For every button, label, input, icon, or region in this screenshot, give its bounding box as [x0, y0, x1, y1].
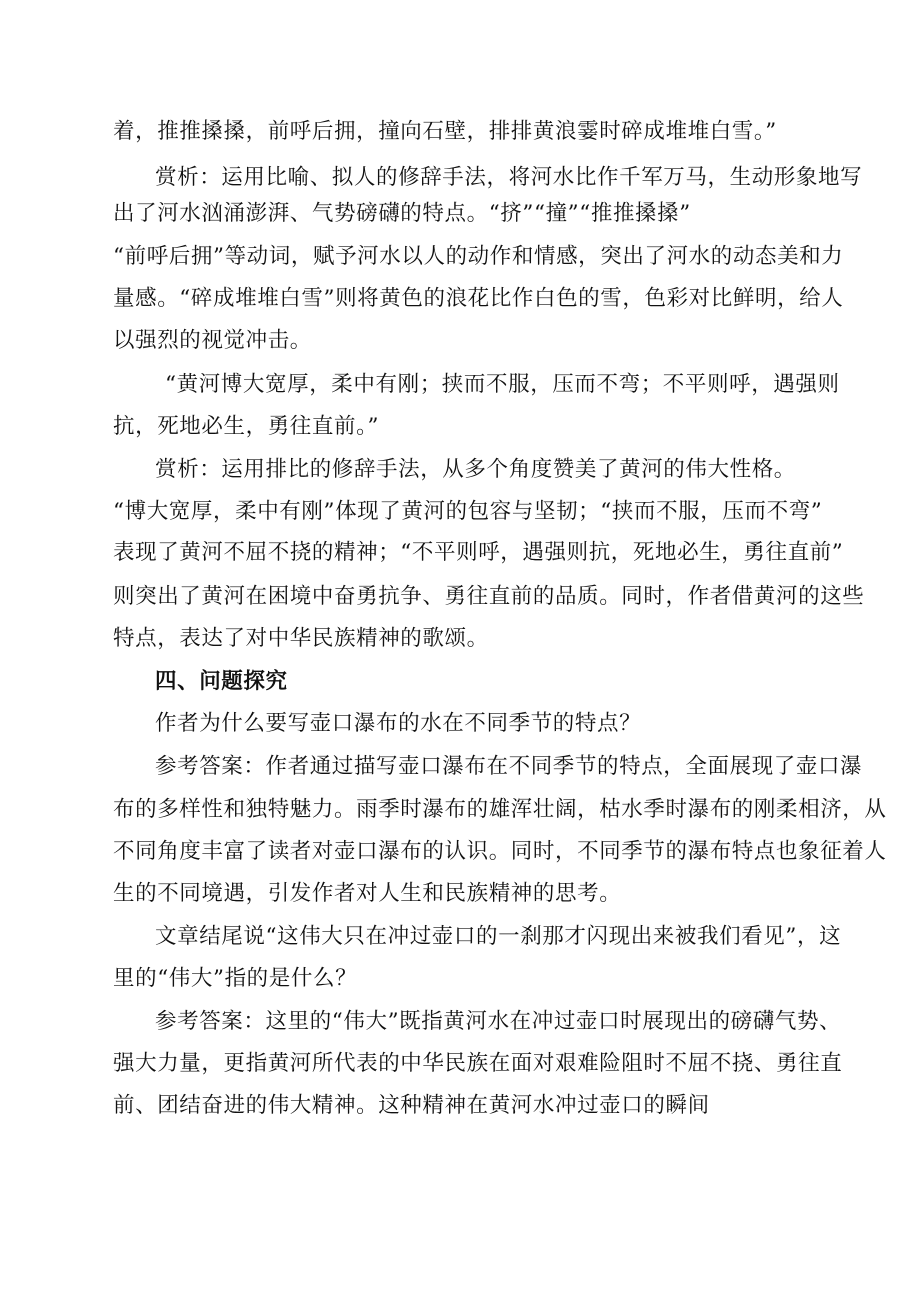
text-line-10: “博大宽厚，柔中有刚”体现了黄河的包容与坚韧；“挟而不服，压而不弯”: [113, 499, 823, 524]
answer-1-line-4: 生的不同境遇，引发作者对人生和民族精神的思考。: [113, 881, 622, 906]
section-heading: 四、问题探究: [155, 669, 288, 694]
answer-2-line-2: 强大力量，更指黄河所代表的中华民族在面对艰难险阻时不屈不挠、勇往直: [113, 1051, 843, 1076]
question-2-line-2: 里的“伟大”指的是什么？: [113, 966, 358, 991]
answer-1-line-1: 参考答案：作者通过描写壶口瀑布在不同季节的特点，全面展现了壶口瀑: [155, 754, 863, 779]
text-line-12: 则突出了黄河在困境中奋勇抗争、勇往直前的品质。同时，作者借黄河的这些: [113, 584, 865, 609]
text-line-2: 赏析：运用比喻、拟人的修辞手法，将河水比作千军万马，生动形象地写: [155, 165, 863, 190]
text-line-6: 以强烈的视觉冲击。: [113, 328, 312, 353]
text-line-7: “黄河博大宽厚，柔中有刚；挟而不服，压而不弯；不平则呼，遇强则: [165, 372, 840, 397]
text-line-3: 出了河水汹涌澎湃、气势磅礴的特点。“挤”“撞”“推推搡搡”: [113, 201, 691, 226]
answer-2-line-1: 参考答案：这里的“伟大”既指黄河水在冲过壶口时展现出的磅礴气势、: [155, 1009, 842, 1034]
text-line-13: 特点，表达了对中华民族精神的歌颂。: [113, 626, 489, 651]
question-2-line-1: 文章结尾说“这伟大只在冲过壶口的一刹那才闪现出来被我们看见”，这: [155, 924, 842, 949]
text-line-4: “前呼后拥”等动词，赋予河水以人的动作和情感，突出了河水的动态美和力: [113, 244, 844, 269]
answer-2-line-3: 前、团结奋进的伟大精神。这种精神在黄河水冲过壶口的瞬间: [113, 1093, 710, 1118]
question-1: 作者为什么要写壶口瀑布的水在不同季节的特点？: [155, 711, 642, 736]
answer-1-line-3: 不同角度丰富了读者对壶口瀑布的认识。同时，不同季节的瀑布特点也象征着人: [113, 839, 887, 864]
text-line-5: 量感。“碎成堆堆白雪”则将黄色的浪花比作白色的雪，色彩对比鲜明，给人: [113, 286, 844, 311]
text-line-9: 赏析：运用排比的修辞手法，从多个角度赞美了黄河的伟大性格。: [155, 457, 796, 482]
text-line-8: 抗，死地必生，勇往直前。”: [113, 414, 380, 439]
answer-1-line-2: 布的多样性和独特魅力。雨季时瀑布的雄浑壮阔，枯水季时瀑布的刚柔相济，从: [113, 797, 887, 822]
text-line-1: 着，推推搡搡，前呼后拥，撞向石壁，排排黄浪霎时碎成堆堆白雪。”: [113, 119, 777, 144]
text-line-11: 表现了黄河不屈不挠的精神；“不平则呼，遇强则抗，死地必生，勇往直前”: [113, 540, 844, 565]
